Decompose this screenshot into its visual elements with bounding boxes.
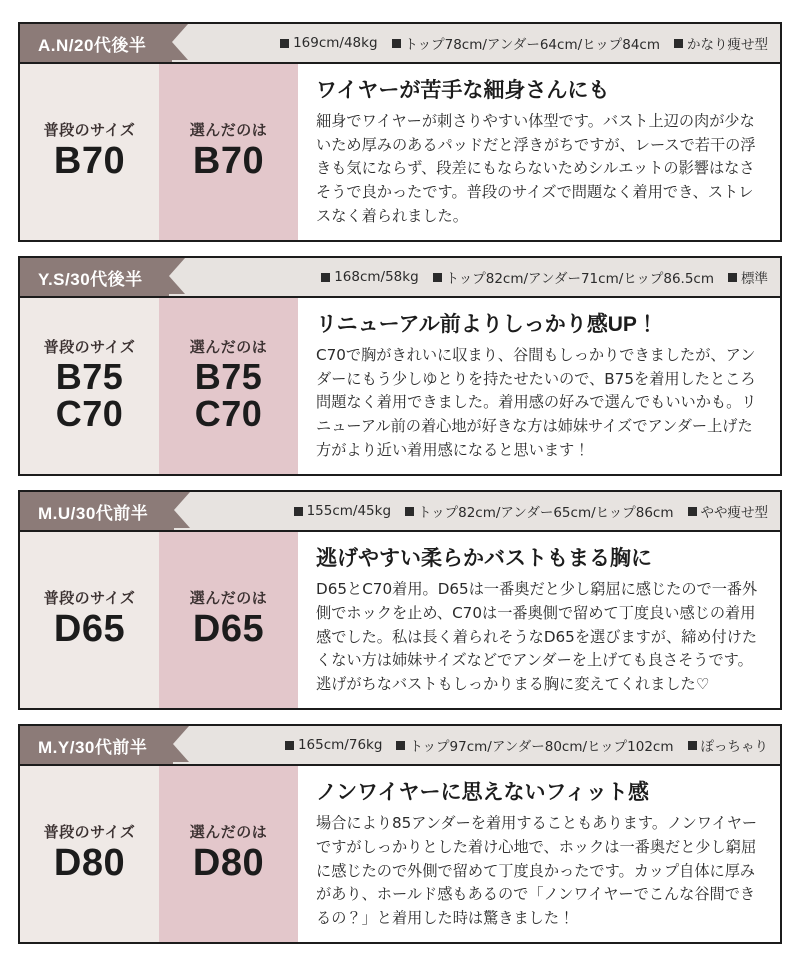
bullet-square-icon	[688, 741, 697, 750]
spec-item	[321, 269, 418, 285]
chosen-size-block	[159, 532, 298, 708]
bullet-square-icon	[405, 507, 414, 516]
size-panel	[20, 766, 298, 942]
size-panel	[20, 64, 298, 240]
chosen-size-value: D80	[192, 842, 265, 885]
spec-text: 155cm/45kg	[306, 503, 392, 520]
usual-size-label: 普段のサイズ	[43, 590, 136, 608]
spec-item	[688, 735, 769, 755]
review-body	[20, 766, 780, 942]
chosen-size-block	[159, 298, 298, 474]
review-body	[20, 532, 780, 708]
review-body	[20, 64, 780, 240]
usual-size-value: B70	[53, 140, 126, 183]
usual-size-value: B75	[55, 355, 124, 397]
bullet-square-icon	[396, 741, 405, 750]
bullet-square-icon	[294, 507, 303, 516]
chosen-size-block	[159, 64, 298, 240]
reviewer-specs	[174, 492, 780, 530]
review-body	[20, 298, 780, 474]
review-header	[20, 492, 780, 532]
chosen-size-label: 選んだのは	[189, 824, 268, 842]
spec-text: 169cm/48kg	[293, 35, 378, 51]
usual-size-label: 普段のサイズ	[43, 122, 136, 140]
bullet-square-icon	[433, 273, 442, 282]
spec-item	[396, 735, 673, 755]
size-panel	[20, 298, 298, 474]
spec-item	[285, 737, 382, 753]
bullet-square-icon	[688, 507, 697, 516]
chosen-size-label: 選んだのは	[189, 122, 268, 140]
review-header	[20, 258, 780, 298]
usual-size-value-2: C70	[55, 392, 124, 434]
review-card	[18, 22, 782, 242]
size-panel	[20, 532, 298, 708]
spec-text: 168cm/58kg	[334, 269, 419, 286]
bullet-square-icon	[728, 273, 737, 282]
bullet-square-icon	[280, 39, 289, 48]
reviewer-name: Y.S/30代後半	[20, 258, 169, 296]
review-title: ワイヤーが苦手な細身さんにも	[316, 79, 610, 102]
usual-size-block	[20, 298, 159, 474]
bullet-square-icon	[392, 39, 401, 48]
review-comment: 細身でワイヤーが刺さりやすい体型です。バスト上辺の肉が少ないため厚みのあるパッドだと浮きがちですが、レースで若干の浮きも気にならず、段差にもならないためシルエットの影響はなさそうで良かったです。普段のサイズで問題なく着用でき、ストレスなく着られました。	[316, 112, 756, 225]
spec-text: 165cm/76kg	[297, 737, 383, 754]
chosen-size-label: 選んだのは	[189, 590, 268, 608]
usual-size-value: D80	[53, 842, 126, 885]
bullet-square-icon	[674, 39, 683, 48]
reviewer-specs	[172, 24, 780, 62]
spec-text: 標準	[741, 271, 768, 288]
review-text	[298, 766, 780, 942]
review-comment: D65とC70着用。D65は一番奥だと少し窮屈に感じたので一番外側でホックを止め、C70は一番奥側で留めて丁度良い感じの着用感でした。私は長く着られそうなD65を選びますが、締め付けたくない方は姉妹サイズなどでアンダーを上げても良さそうです。逃げがちなバストもしっかりまる胸に変えてくれました♡	[316, 580, 758, 693]
chosen-size-value: B75	[194, 355, 263, 397]
review-comment: C70で胸がきれいに収まり、谷間もしっかりできましたが、アンダーにもう少しゆとりを持たせたいので、B75を着用したところ問題なく着用できました。着用感の好みで選んでもいいかも。リニューアル前の着心地が好きな方は姉妹サイズでアンダー上げた方がより近い着用感になると思います！	[316, 346, 757, 459]
spec-item	[280, 35, 377, 51]
review-text	[298, 64, 780, 240]
chosen-size-label: 選んだのは	[189, 338, 268, 356]
chosen-size-value-2: C70	[194, 392, 263, 434]
usual-size-block	[20, 64, 159, 240]
spec-item	[688, 501, 769, 521]
spec-text: ぽっちゃり	[700, 739, 768, 756]
review-header	[20, 726, 780, 766]
usual-size-block	[20, 766, 159, 942]
usual-size-label: 普段のサイズ	[43, 338, 136, 356]
reviewer-name: M.Y/30代前半	[20, 726, 173, 764]
chosen-size-value: D65	[192, 608, 265, 651]
review-text	[298, 532, 780, 708]
review-card	[18, 256, 782, 476]
review-comment: 場合により85アンダーを着用することもあります。ノンワイヤーですがしっかりとした着け心地で、ホックは一番奥だと少し窮屈に感じたので外側で留めて丁度良かったです。カップ自体に厚みがあり、ホールド感もあるので「ノンワイヤーでこんな谷間できるの？」と着用した時は驚きました！	[316, 814, 758, 927]
spec-item	[405, 501, 673, 521]
usual-size-value: D65	[53, 608, 126, 651]
spec-text: トップ78cm/アンダー64cm/ヒップ84cm	[404, 37, 660, 53]
reviewer-name: A.N/20代後半	[20, 24, 172, 62]
spec-text: かなり痩せ型	[687, 37, 768, 53]
spec-item	[433, 267, 714, 287]
spec-text: やや痩せ型	[700, 505, 768, 522]
spec-item	[294, 503, 391, 519]
review-title: 逃げやすい柔らかバストもまる胸に	[316, 547, 652, 571]
usual-size-block	[20, 532, 159, 708]
spec-text: トップ97cm/アンダー80cm/ヒップ102cm	[409, 739, 674, 756]
review-card	[18, 724, 782, 944]
chosen-size-block	[159, 766, 298, 942]
review-title: リニューアル前よりしっかり感UP！	[316, 313, 658, 337]
review-title: ノンワイヤーに思えないフィット感	[316, 781, 649, 805]
reviewer-specs	[169, 258, 780, 296]
review-text	[298, 298, 780, 474]
usual-size-label: 普段のサイズ	[43, 824, 136, 842]
spec-text: トップ82cm/アンダー71cm/ヒップ86.5cm	[445, 271, 714, 288]
spec-item	[728, 267, 768, 287]
bullet-square-icon	[321, 273, 330, 282]
spec-text: トップ82cm/アンダー65cm/ヒップ86cm	[418, 505, 674, 522]
chosen-size-value: B70	[192, 140, 265, 183]
review-header	[20, 24, 780, 64]
bullet-square-icon	[285, 741, 294, 750]
spec-item	[674, 33, 768, 53]
reviewer-specs	[173, 726, 780, 764]
spec-item	[392, 33, 660, 53]
review-card	[18, 490, 782, 710]
reviewer-name: M.U/30代前半	[20, 492, 174, 530]
